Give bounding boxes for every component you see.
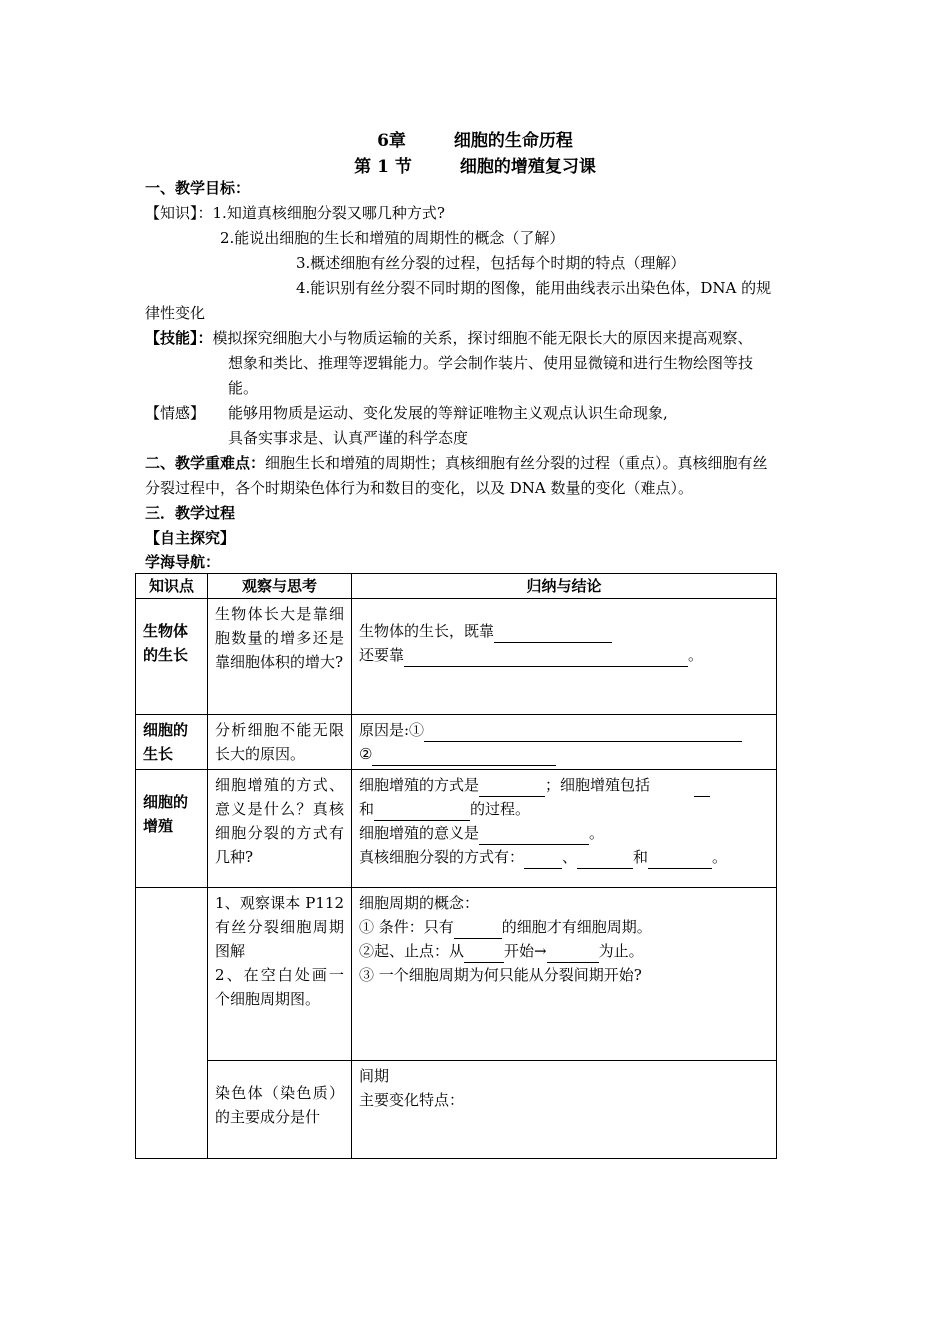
fill-blank[interactable] — [494, 626, 612, 643]
topic-cell: 细胞的生长 — [136, 715, 208, 770]
question-cell: 生物体长大是靠细胞数量的增多还是靠细胞体积的增大? — [208, 599, 352, 715]
conclusion-text: 细胞周期的概念： — [359, 894, 480, 912]
question-cell: 细胞增殖的方式、意义是什么？真核细胞分裂的方式有几种? — [208, 770, 352, 888]
emotion-text-1: 能够用物质是运动、变化发展的等辩证唯物主义观点认识生命现象, — [228, 404, 668, 422]
skill-line-1 — [145, 328, 753, 348]
header-topic: 知识点 — [136, 574, 208, 599]
fill-blank[interactable] — [424, 725, 742, 742]
guide-label: 学海导航： — [145, 553, 221, 571]
knowledge-label: 【知识】： — [145, 204, 213, 222]
table-row — [136, 599, 777, 715]
conclusion-text: 真核细胞分裂的方式有： — [359, 848, 525, 866]
section-title — [0, 152, 950, 177]
knowledge-line-1 — [145, 203, 445, 223]
question-cell — [208, 888, 352, 1061]
conclusion-text: 还要靠 — [359, 646, 405, 664]
conclusion-cell — [352, 1061, 777, 1159]
conclusion-text: 生物体的生长，既靠 — [359, 622, 495, 640]
knowledge-item-3: 3.概述细胞有丝分裂的过程，包括每个时期的特点（理解） — [296, 254, 686, 272]
chapter-name: 细胞的生命历程 — [453, 131, 573, 151]
emotion-label: 【情感】 — [145, 404, 206, 422]
conclusion-text: 间期 — [359, 1067, 390, 1085]
question-cell: 分析细胞不能无限长大的原因。 — [208, 715, 352, 770]
skill-label: 【技能】： — [145, 329, 213, 347]
conclusion-text: 和 — [633, 848, 649, 866]
knowledge-item-4: 4.能识别有丝分裂不同时期的图像，能用曲线表示出染色体，DNA 的规 — [296, 279, 772, 297]
knowledge-item-1: 1.知道真核细胞分裂又哪几种方式? — [212, 204, 445, 222]
fill-blank[interactable] — [694, 780, 710, 797]
fill-blank[interactable] — [464, 946, 504, 963]
section-number: 第 1 节 — [354, 157, 412, 177]
conclusion-text: 的过程。 — [470, 800, 531, 818]
emotion-text-2: 具备实事求是、认真严谨的科学态度 — [228, 429, 469, 447]
question-text-2: 2、在空白处画一个细胞周期图。 — [215, 966, 344, 1008]
fill-blank[interactable] — [547, 946, 599, 963]
fill-blank[interactable] — [479, 828, 589, 845]
conclusion-text: 开始→ — [504, 942, 547, 960]
conclusion-text: 。 — [688, 646, 704, 664]
skill-text-3: 能。 — [228, 379, 259, 397]
conclusion-cell — [352, 888, 777, 1061]
table-row — [136, 715, 777, 770]
header-conclusion: 归纳与结论 — [352, 574, 777, 599]
table-row — [136, 888, 777, 1061]
key-points-heading: 二、教学重难点： — [145, 454, 266, 472]
knowledge-item-2: 2.能说出细胞的生长和增殖的周期性的概念（了解） — [220, 229, 565, 247]
question-text-1: 1、观察课本 P112 有丝分裂细胞周期图解 — [215, 894, 344, 960]
fill-blank[interactable] — [454, 922, 502, 939]
study-guide-table — [135, 573, 777, 1159]
conclusion-text: 细胞增殖的意义是 — [359, 824, 480, 842]
section-name: 细胞的增殖复习课 — [459, 157, 596, 177]
key-points-text-2: 分裂过程中，各个时期染色体行为和数目的变化，以及 DNA 数量的变化（难点）。 — [145, 479, 694, 497]
topic-cell-empty — [136, 888, 208, 1159]
objectives-heading: 一、教学目标： — [145, 179, 251, 197]
knowledge-item-4-cont: 律性变化 — [145, 304, 206, 322]
fill-blank[interactable] — [404, 650, 688, 667]
conclusion-text: 。 — [589, 824, 605, 842]
conclusion-text: 细胞增殖的方式是 — [359, 776, 480, 794]
conclusion-cell — [352, 715, 777, 770]
conclusion-text: 。 — [712, 848, 728, 866]
conclusion-cell — [352, 770, 777, 888]
key-points-line-1 — [145, 453, 768, 473]
conclusion-cell — [352, 599, 777, 715]
chapter-title — [0, 126, 950, 151]
topic-cell: 生物体的生长 — [136, 599, 208, 715]
skill-text-1: 模拟探究细胞大小与物质运输的关系，探讨细胞不能无限长大的原因来提高观察、 — [212, 329, 753, 347]
skill-text-2: 想象和类比、推理等逻辑能力。学会制作装片、使用显微镜和进行生物绘图等技 — [228, 354, 754, 372]
conclusion-text: ；细胞增殖包括 — [545, 776, 651, 794]
table-row — [136, 770, 777, 888]
fill-blank[interactable] — [648, 852, 712, 869]
table-row — [136, 1061, 777, 1159]
chapter-number: 6章 — [377, 131, 406, 151]
process-heading: 三．教学过程 — [145, 504, 236, 522]
fill-blank[interactable] — [479, 780, 545, 797]
question-cell: 染色体（染色质）的主要成分是什 — [208, 1061, 352, 1159]
conclusion-text: ① 条件：只有 — [359, 918, 454, 936]
fill-blank[interactable] — [374, 804, 470, 821]
conclusion-text: 为止。 — [598, 942, 644, 960]
fill-blank[interactable] — [372, 749, 556, 766]
conclusion-text: 主要变化特点： — [359, 1091, 465, 1109]
table-header-row — [136, 574, 777, 599]
conclusion-text: 原因是:① — [359, 721, 425, 739]
conclusion-text: ②起、止点：从 — [359, 942, 465, 960]
conclusion-text: ③ 一个细胞周期为何只能从分裂间期开始? — [359, 966, 642, 984]
conclusion-text: 的细胞才有细胞周期。 — [501, 918, 652, 936]
header-observe: 观察与思考 — [208, 574, 352, 599]
key-points-text-1: 细胞生长和增殖的周期性；真核细胞有丝分裂的过程（重点）。真核细胞有丝 — [265, 454, 768, 472]
conclusion-text: 、 — [562, 848, 578, 866]
fill-blank[interactable] — [577, 852, 633, 869]
conclusion-text: ② — [359, 745, 373, 763]
fill-blank[interactable] — [524, 852, 562, 869]
topic-cell: 细胞的增殖 — [136, 770, 208, 888]
self-study-heading: 【自主探究】 — [145, 529, 236, 547]
conclusion-text: 和 — [359, 800, 375, 818]
